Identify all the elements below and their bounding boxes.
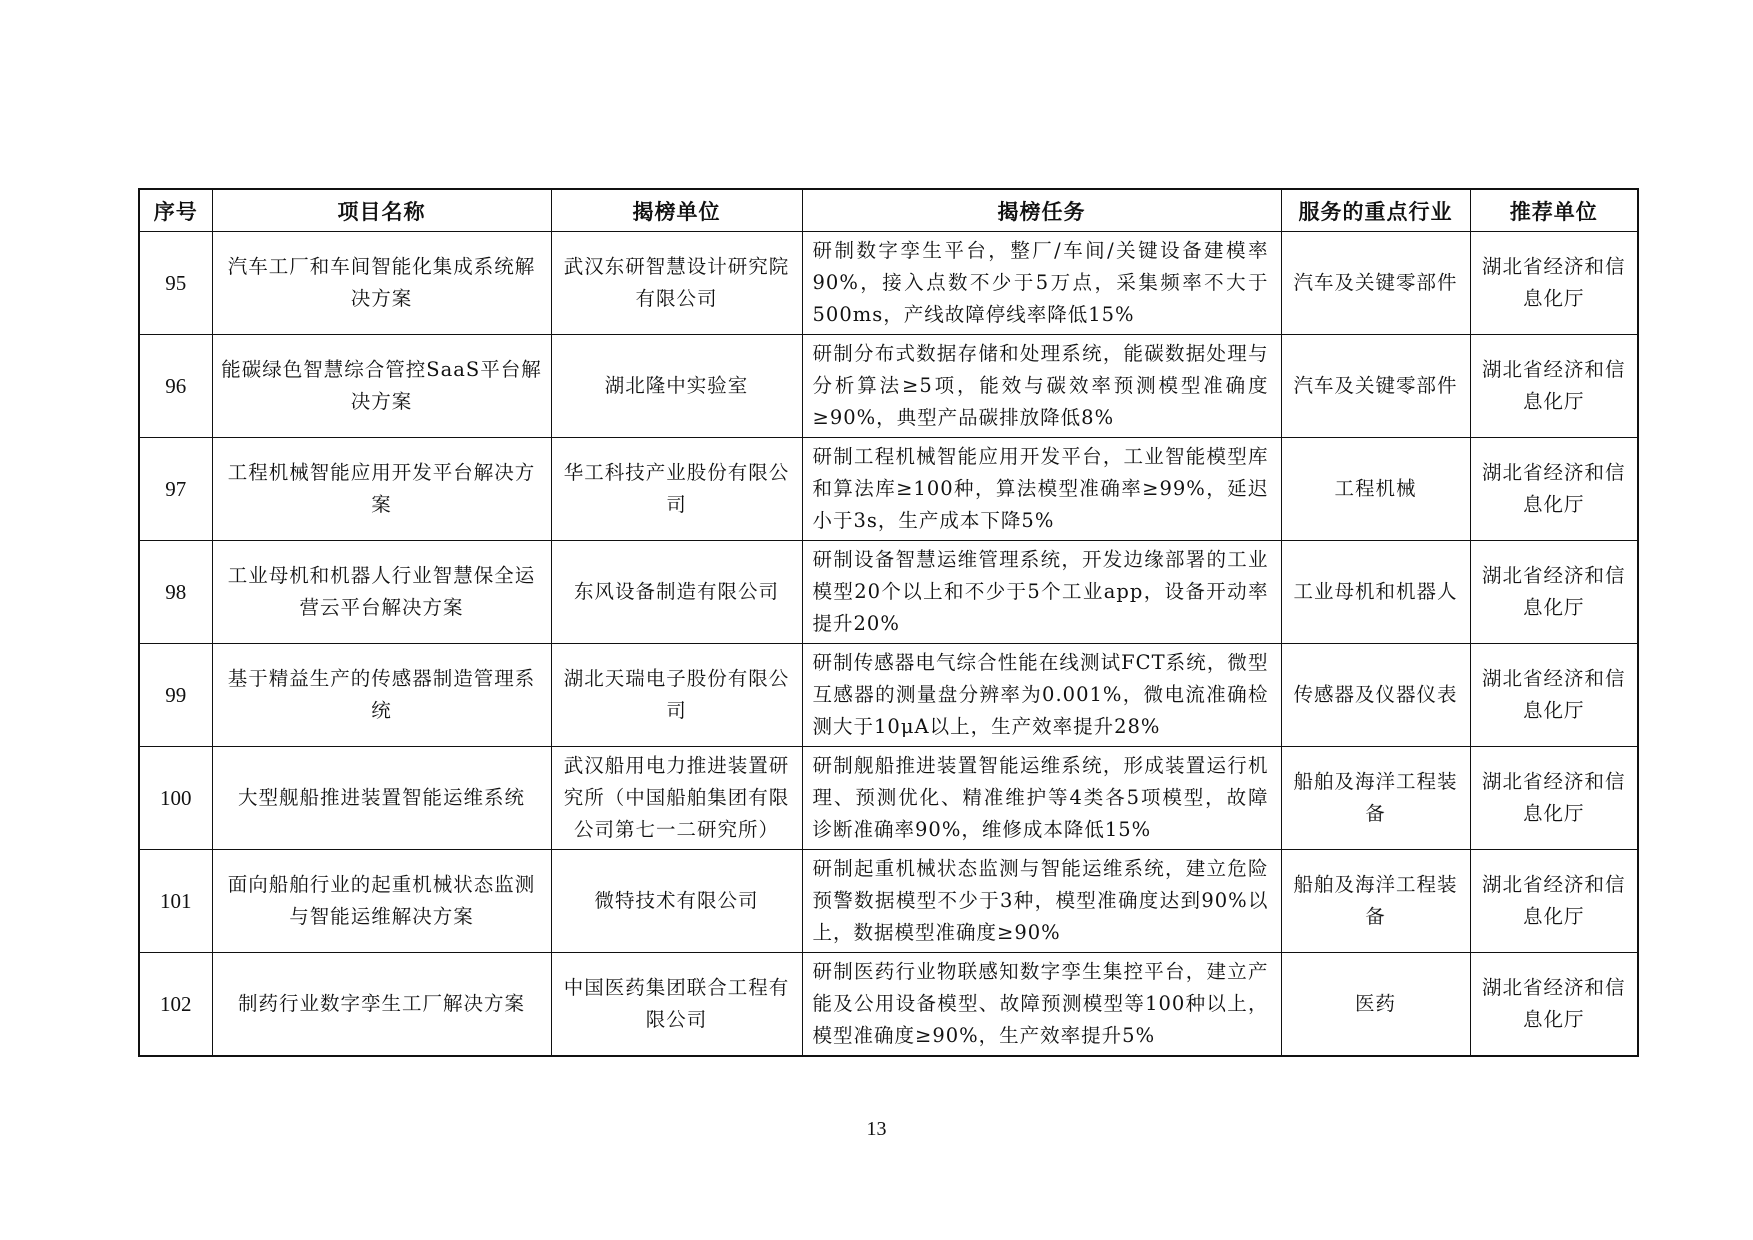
cell-project-name: 制药行业数字孪生工厂解决方案 [212,953,551,1057]
table-row [139,953,1638,1057]
cell-unit: 中国医药集团联合工程有限公司 [551,953,802,1057]
header-seq: 序号 [139,189,212,232]
cell-project-name: 汽车工厂和车间智能化集成系统解决方案 [212,232,551,335]
cell-task: 研制分布式数据存储和处理系统，能碳数据处理与分析算法≥5项，能效与碳效率预测模型准确度≥90%，典型产品碳排放降低8% [802,335,1281,438]
cell-industry: 汽车及关键零部件 [1281,232,1470,335]
cell-unit: 华工科技产业股份有限公司 [551,438,802,541]
cell-task: 研制舰船推进装置智能运维系统，形成装置运行机理、预测优化、精准维护等4类各5项模型，故障诊断准确率90%，维修成本降低15% [802,747,1281,850]
cell-seq: 95 [139,232,212,335]
cell-industry: 汽车及关键零部件 [1281,335,1470,438]
cell-task: 研制医药行业物联感知数字孪生集控平台，建立产能及公用设备模型、故障预测模型等100种以上，模型准确度≥90%，生产效率提升5% [802,953,1281,1057]
cell-project-name: 面向船舶行业的起重机械状态监测与智能运维解决方案 [212,850,551,953]
table-row [139,747,1638,850]
cell-seq: 101 [139,850,212,953]
cell-industry: 医药 [1281,953,1470,1057]
cell-recommender: 湖北省经济和信息化厅 [1470,335,1638,438]
header-recommender: 推荐单位 [1470,189,1638,232]
cell-task: 研制传感器电气综合性能在线测试FCT系统，微型互感器的测量盘分辨率为0.001%，微电流准确检测大于10μA以上，生产效率提升28% [802,644,1281,747]
cell-industry: 船舶及海洋工程装备 [1281,850,1470,953]
cell-seq: 97 [139,438,212,541]
cell-seq: 102 [139,953,212,1057]
cell-recommender: 湖北省经济和信息化厅 [1470,541,1638,644]
cell-recommender: 湖北省经济和信息化厅 [1470,953,1638,1057]
cell-seq: 98 [139,541,212,644]
cell-recommender: 湖北省经济和信息化厅 [1470,747,1638,850]
cell-task: 研制工程机械智能应用开发平台，工业智能模型库和算法库≥100种，算法模型准确率≥99%，延迟小于3s，生产成本下降5% [802,438,1281,541]
cell-task: 研制设备智慧运维管理系统，开发边缘部署的工业模型20个以上和不少于5个工业app，设备开动率提升20% [802,541,1281,644]
cell-recommender: 湖北省经济和信息化厅 [1470,644,1638,747]
table-row [139,335,1638,438]
cell-project-name: 基于精益生产的传感器制造管理系统 [212,644,551,747]
header-project-name: 项目名称 [212,189,551,232]
cell-industry: 工业母机和机器人 [1281,541,1470,644]
cell-industry: 传感器及仪器仪表 [1281,644,1470,747]
cell-project-name: 能碳绿色智慧综合管控SaaS平台解决方案 [212,335,551,438]
cell-industry: 船舶及海洋工程装备 [1281,747,1470,850]
cell-unit: 湖北隆中实验室 [551,335,802,438]
cell-seq: 100 [139,747,212,850]
cell-task: 研制起重机械状态监测与智能运维系统，建立危险预警数据模型不少于3种，模型准确度达到90%以上，数据模型准确度≥90% [802,850,1281,953]
cell-industry: 工程机械 [1281,438,1470,541]
cell-project-name: 大型舰船推进装置智能运维系统 [212,747,551,850]
cell-project-name: 工业母机和机器人行业智慧保全运营云平台解决方案 [212,541,551,644]
table-row [139,850,1638,953]
table-row [139,232,1638,335]
cell-task: 研制数字孪生平台，整厂/车间/关键设备建模率90%，接入点数不少于5万点，采集频率不大于500ms，产线故障停线率降低15% [802,232,1281,335]
table-header-row [139,189,1638,232]
header-unit: 揭榜单位 [551,189,802,232]
table-row [139,438,1638,541]
table-row [139,644,1638,747]
cell-unit: 武汉东研智慧设计研究院有限公司 [551,232,802,335]
cell-seq: 99 [139,644,212,747]
cell-seq: 96 [139,335,212,438]
projects-table [138,188,1639,1057]
cell-unit: 湖北天瑞电子股份有限公司 [551,644,802,747]
cell-unit: 微特技术有限公司 [551,850,802,953]
header-task: 揭榜任务 [802,189,1281,232]
cell-project-name: 工程机械智能应用开发平台解决方案 [212,438,551,541]
cell-recommender: 湖北省经济和信息化厅 [1470,850,1638,953]
table-row [139,541,1638,644]
page-number: 13 [866,1118,887,1140]
header-industry: 服务的重点行业 [1281,189,1470,232]
cell-unit: 东风设备制造有限公司 [551,541,802,644]
cell-recommender: 湖北省经济和信息化厅 [1470,232,1638,335]
cell-unit: 武汉船用电力推进装置研究所（中国船舶集团有限公司第七一二研究所） [551,747,802,850]
cell-recommender: 湖北省经济和信息化厅 [1470,438,1638,541]
